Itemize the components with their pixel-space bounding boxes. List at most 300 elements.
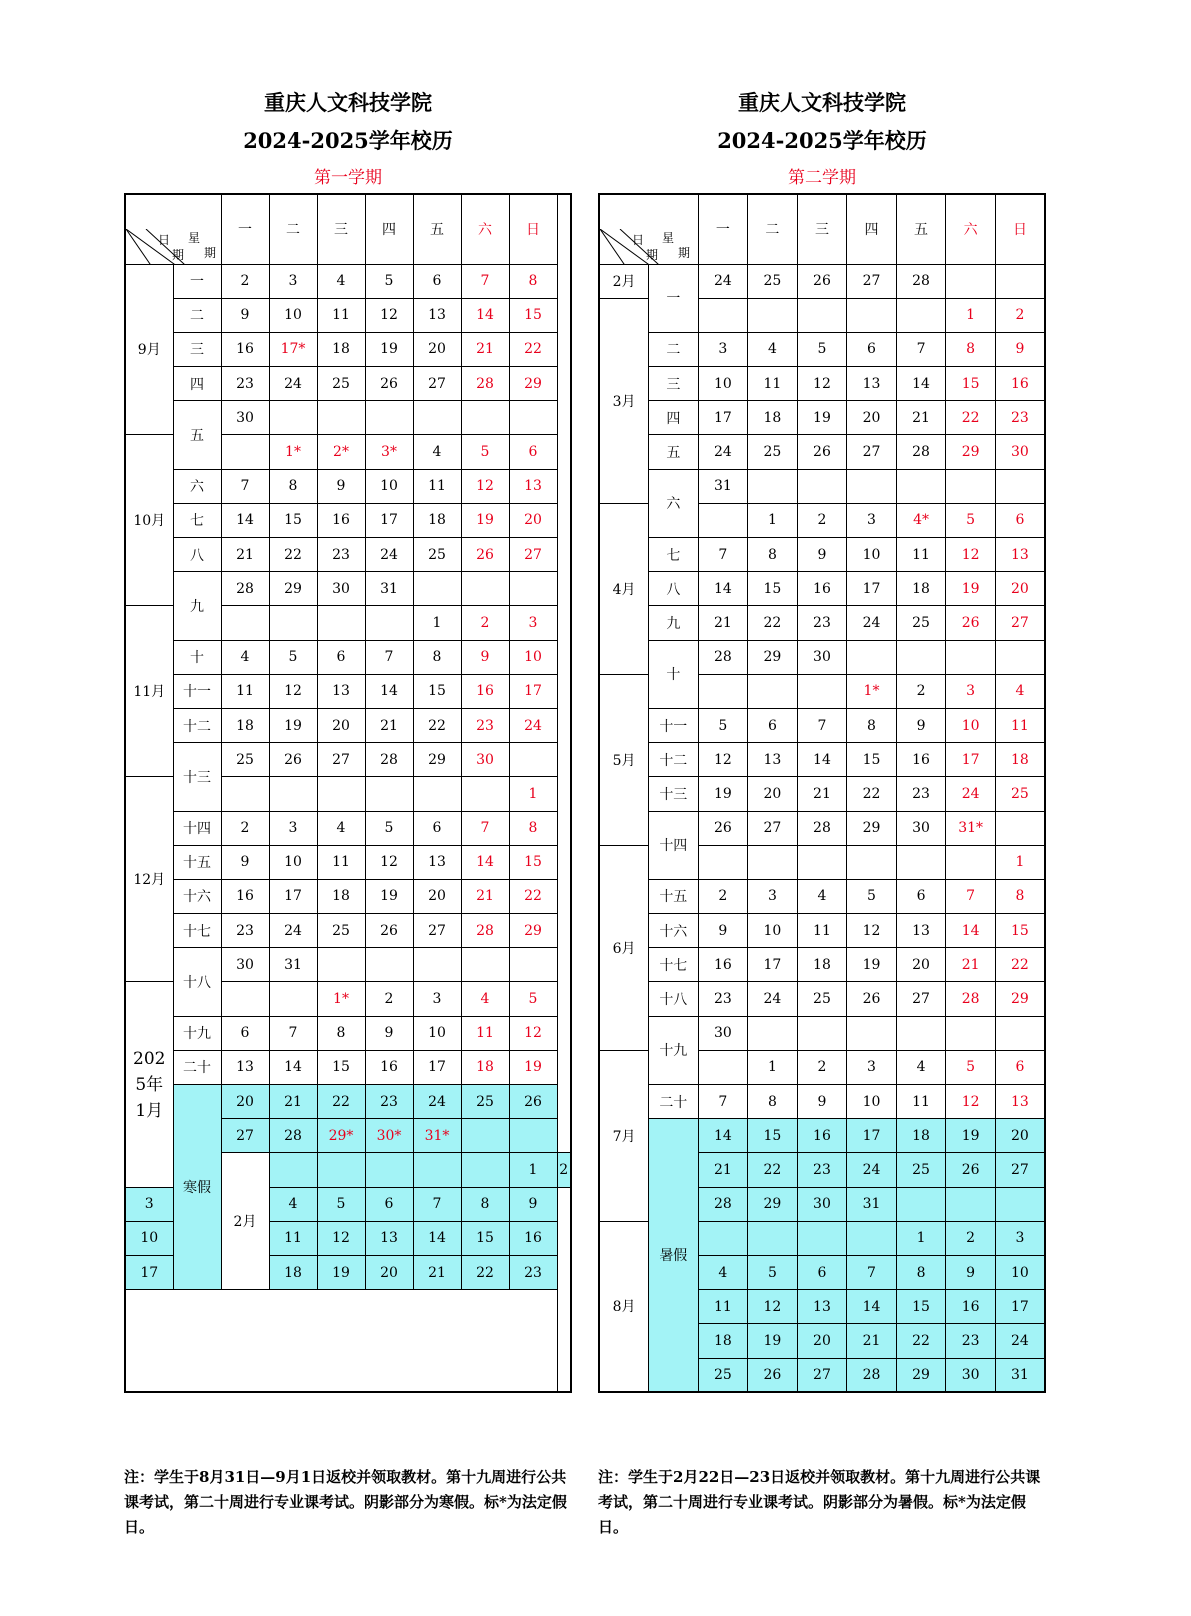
calendar-row [599,435,1045,469]
date-cell: 15 [748,1119,798,1153]
date-cell: 13 [797,1290,847,1324]
date-cell [269,401,317,435]
weekday-header: 五 [896,194,946,264]
date-cell: 14 [461,298,509,332]
calendar-title: 2024-2025学年校历 [243,128,453,153]
date-cell [221,777,269,811]
date-cell [461,572,509,606]
calendar-row [125,1085,571,1119]
date-cell: 2 [557,1153,571,1187]
date-cell: 29 [413,743,461,777]
date-cell: 16 [221,879,269,913]
date-cell: 26 [946,606,996,640]
date-cell [461,948,509,982]
date-cell [847,298,897,332]
date-cell: 9 [509,1187,557,1221]
date-cell: 31 [698,469,748,503]
month-label [599,1050,649,1221]
date-cell: 21 [698,1153,748,1187]
date-cell: 26 [365,367,413,401]
date-cell: 28 [797,811,847,845]
calendar-note: 注：学生于8月31日—9月1日返校并领取教材。第十九周进行公共课考试，第二十周进行专业课考试。阴影部分为寒假。标*为法定假日。 [124,1468,567,1536]
date-cell [748,1221,798,1255]
date-cell [269,777,317,811]
date-cell: 25 [413,538,461,572]
date-cell: 18 [797,948,847,982]
week-number: 二 [649,332,699,366]
date-cell [896,845,946,879]
date-cell: 4 [317,811,365,845]
date-cell: 20 [221,1085,269,1119]
date-cell: 29 [509,367,557,401]
date-cell: 5 [946,1050,996,1084]
month-label [599,1221,649,1392]
date-cell: 17 [125,1255,173,1289]
month-text: 12月 [133,872,166,889]
date-cell: 7 [847,1255,897,1289]
date-cell: 8 [317,1016,365,1050]
date-cell: 17* [269,332,317,366]
blank-footer-row [125,1290,571,1392]
date-cell [698,298,748,332]
date-cell: 7 [461,264,509,298]
date-cell: 12 [365,298,413,332]
date-cell: 30 [946,1358,996,1392]
date-cell [995,469,1045,503]
date-cell: 23 [797,1153,847,1187]
date-cell: 9 [365,1016,413,1050]
date-cell: 13 [413,298,461,332]
date-cell [509,743,557,777]
date-cell: 20 [896,948,946,982]
month-label [599,264,649,298]
date-cell: 3 [847,503,897,537]
date-cell: 3 [748,879,798,913]
month-text: 8月 [612,1299,636,1316]
week-number: 十四 [173,811,221,845]
date-cell: 23 [896,777,946,811]
date-cell: 27 [221,1119,269,1153]
week-number: 一 [649,264,699,332]
semester-label: 第二学期 [788,168,856,188]
calendar-row [125,264,571,298]
date-cell: 10 [365,469,413,503]
date-cell: 24 [365,538,413,572]
month-text: 11月 [133,684,166,701]
date-cell: 28 [698,640,748,674]
date-cell: 14 [461,845,509,879]
date-cell: 6 [317,640,365,674]
date-cell [995,1187,1045,1221]
date-cell: 13 [995,538,1045,572]
date-cell: 25 [748,435,798,469]
date-cell: 12 [461,469,509,503]
week-number: 一 [173,264,221,298]
date-cell: 28 [461,914,509,948]
date-cell: 2 [797,1050,847,1084]
month-text: 9月 [137,342,161,359]
date-cell: 6 [413,811,461,845]
date-cell: 7 [698,538,748,572]
date-cell: 28 [698,1187,748,1221]
date-cell: 27 [748,811,798,845]
date-cell: 17 [413,1050,461,1084]
date-cell [797,1221,847,1255]
date-cell: 27 [797,1358,847,1392]
date-cell: 18 [896,1119,946,1153]
month-text: 7月 [612,1128,636,1145]
date-cell: 21 [269,1085,317,1119]
date-cell: 11 [748,367,798,401]
date-cell: 22 [269,538,317,572]
date-cell: 24 [509,708,557,742]
month-text: 2025年1月 [133,1048,166,1121]
date-cell: 7 [896,332,946,366]
weekday-header: 一 [698,194,748,264]
date-cell: 12 [946,1085,996,1119]
calendar-row [125,1050,571,1084]
month-text: 6月 [612,940,636,957]
date-cell [995,264,1045,298]
date-cell: 18 [698,1324,748,1358]
date-cell: 6 [995,503,1045,537]
corner-label: 日 [158,233,171,248]
date-cell: 20 [509,503,557,537]
date-cell: 2 [896,674,946,708]
date-cell: 5 [365,811,413,845]
week-number: 二十 [649,1085,699,1119]
date-cell: 15 [509,845,557,879]
date-cell: 21 [896,401,946,435]
date-cell: 18 [221,708,269,742]
date-cell: 30 [317,572,365,606]
date-cell: 27 [847,264,897,298]
date-cell [461,777,509,811]
date-cell: 5 [847,879,897,913]
date-cell: 28 [365,743,413,777]
week-number: 六 [649,469,699,537]
date-cell: 14 [847,1290,897,1324]
date-cell [946,264,996,298]
date-cell: 7 [797,708,847,742]
date-cell: 22 [995,948,1045,982]
date-cell: 12 [317,1221,365,1255]
date-cell [509,948,557,982]
date-cell: 4 [797,879,847,913]
corner-label: 期 [172,248,185,263]
date-cell [896,298,946,332]
date-cell: 16 [995,367,1045,401]
date-cell: 7 [413,1187,461,1221]
date-cell: 15 [317,1050,365,1084]
date-cell: 14 [413,1221,461,1255]
date-cell: 10 [995,1255,1045,1289]
week-number: 十一 [649,708,699,742]
week-number: 六 [173,469,221,503]
date-cell: 13 [509,469,557,503]
calendar-row [125,367,571,401]
date-cell: 20 [317,708,365,742]
date-cell: 31* [413,1119,461,1153]
weekday-header: 五 [413,194,461,264]
date-cell: 17 [748,948,798,982]
date-cell: 2 [461,606,509,640]
date-cell: 3 [995,1221,1045,1255]
date-cell: 16 [365,1050,413,1084]
date-cell [847,640,897,674]
date-cell: 29 [509,914,557,948]
date-cell: 1* [317,982,365,1016]
calendar-row [599,811,1045,845]
date-cell: 29 [748,1187,798,1221]
date-cell: 9 [698,914,748,948]
week-number: 九 [649,606,699,640]
date-cell: 25 [797,982,847,1016]
week-number: 五 [173,401,221,469]
date-cell: 9 [896,708,946,742]
calendar-table [124,193,572,1393]
date-cell: 21 [946,948,996,982]
calendar-row [599,640,1045,674]
corner-label: 星 [188,231,201,246]
month-text: 4月 [612,581,636,598]
date-cell: 22 [847,777,897,811]
date-cell: 31 [269,948,317,982]
date-cell: 7 [365,640,413,674]
date-cell [365,401,413,435]
date-cell: 12 [797,367,847,401]
weekday-header: 二 [748,194,798,264]
date-cell [365,606,413,640]
date-cell: 21 [413,1255,461,1289]
date-cell: 21 [461,332,509,366]
calendar-row [125,879,571,913]
date-cell [698,1221,748,1255]
date-cell: 6 [413,264,461,298]
date-cell: 6 [847,332,897,366]
weekday-header: 四 [365,194,413,264]
date-cell: 10 [847,1085,897,1119]
date-cell: 15 [748,572,798,606]
date-cell: 27 [896,982,946,1016]
week-number: 七 [173,503,221,537]
calendar-row [599,606,1045,640]
date-cell: 5 [317,1187,365,1221]
date-cell: 22 [896,1324,946,1358]
date-cell: 24 [946,777,996,811]
date-cell: 29 [269,572,317,606]
calendar-row [599,538,1045,572]
date-cell: 14 [221,503,269,537]
date-cell: 20 [413,332,461,366]
date-cell: 15 [269,503,317,537]
date-cell: 11 [995,708,1045,742]
date-cell [269,606,317,640]
date-cell: 3* [365,435,413,469]
date-cell: 16 [221,332,269,366]
date-cell [365,777,413,811]
date-cell: 5 [698,708,748,742]
date-cell: 23 [221,367,269,401]
date-cell: 24 [698,435,748,469]
week-number: 九 [173,572,221,640]
date-cell: 31 [847,1187,897,1221]
date-cell: 24 [995,1324,1045,1358]
date-cell: 2 [698,879,748,913]
date-cell: 20 [748,777,798,811]
date-cell: 27 [509,538,557,572]
date-cell [847,1016,897,1050]
date-cell: 1 [413,606,461,640]
date-cell: 30 [461,743,509,777]
calendar-row [125,914,571,948]
date-cell: 16 [509,1221,557,1255]
date-cell: 24 [698,264,748,298]
date-cell: 13 [413,845,461,879]
date-cell: 9 [461,640,509,674]
date-cell: 13 [847,367,897,401]
date-cell: 11 [413,469,461,503]
date-cell: 16 [946,1290,996,1324]
date-cell: 17 [698,401,748,435]
month-label [125,606,173,777]
date-cell: 10 [269,845,317,879]
corner-label: 期 [646,248,659,263]
calendar-row [599,708,1045,742]
date-cell [748,298,798,332]
date-cell: 11 [221,674,269,708]
calendar-row [599,1085,1045,1119]
date-cell: 23 [946,1324,996,1358]
calendar-row [599,982,1045,1016]
month-label [221,1153,269,1290]
calendar-row [125,708,571,742]
weekday-header: 三 [797,194,847,264]
week-number: 八 [173,538,221,572]
date-cell: 18 [317,332,365,366]
date-cell: 17 [269,879,317,913]
date-cell [461,1119,509,1153]
calendar-row [125,640,571,674]
date-cell: 8 [269,469,317,503]
date-cell: 29 [847,811,897,845]
school-name: 重庆人文科技学院 [738,90,906,115]
date-cell: 22 [748,1153,798,1187]
date-cell: 7 [221,469,269,503]
blank-area [125,1290,557,1392]
date-cell [698,674,748,708]
date-cell [797,469,847,503]
calendar-row [125,743,571,777]
date-cell: 18 [995,743,1045,777]
month-label [599,298,649,503]
date-cell: 3 [847,1050,897,1084]
date-cell: 25 [896,606,946,640]
date-cell: 2 [221,264,269,298]
date-cell [946,845,996,879]
date-cell [317,777,365,811]
week-number: 十二 [173,708,221,742]
date-cell: 24 [413,1085,461,1119]
date-cell: 28 [896,435,946,469]
date-cell: 6 [365,1187,413,1221]
date-cell: 15 [461,1221,509,1255]
month-label [125,264,173,435]
date-cell: 5 [509,982,557,1016]
date-cell: 12 [847,914,897,948]
date-cell: 4 [698,1255,748,1289]
date-cell: 31 [995,1358,1045,1392]
month-text: 3月 [612,393,636,410]
date-cell [896,1187,946,1221]
week-number: 十四 [649,811,699,879]
date-cell: 21 [698,606,748,640]
date-cell: 4 [413,435,461,469]
date-cell [413,1153,461,1187]
date-cell: 28 [896,264,946,298]
date-cell: 15 [995,914,1045,948]
date-cell: 1 [509,1153,557,1187]
date-cell: 19 [698,777,748,811]
week-number: 十六 [173,879,221,913]
date-cell [946,640,996,674]
date-cell [509,1119,557,1153]
date-cell: 29* [317,1119,365,1153]
date-cell: 10 [847,538,897,572]
date-cell: 21 [847,1324,897,1358]
date-cell: 12 [269,674,317,708]
date-cell: 25 [995,777,1045,811]
date-cell: 19 [365,879,413,913]
date-cell [896,1016,946,1050]
date-cell: 19 [748,1324,798,1358]
date-cell: 6 [995,1050,1045,1084]
corner-label: 星 [662,231,675,246]
week-number: 二十 [173,1050,221,1084]
week-number: 十八 [649,982,699,1016]
date-cell: 8 [509,811,557,845]
date-cell: 26 [509,1085,557,1119]
date-cell: 11 [317,298,365,332]
date-cell: 18 [461,1050,509,1084]
month-text: 5月 [612,752,636,769]
date-cell: 1* [847,674,897,708]
date-cell [413,948,461,982]
date-cell: 6 [896,879,946,913]
calendar-row [125,298,571,332]
date-cell: 29 [995,982,1045,1016]
date-cell: 20 [995,1119,1045,1153]
vacation-label: 暑假 [649,1119,699,1393]
corner-header [125,194,221,264]
date-cell [748,469,798,503]
date-cell: 1 [748,503,798,537]
corner-header [599,194,698,264]
date-cell: 15 [413,674,461,708]
date-cell: 26 [698,811,748,845]
date-cell: 29 [946,435,996,469]
date-cell: 16 [896,743,946,777]
month-label [599,845,649,1050]
date-cell [461,401,509,435]
date-cell: 8 [748,538,798,572]
date-cell: 19 [847,948,897,982]
weekday-header: 四 [847,194,897,264]
date-cell: 24 [847,1153,897,1187]
date-cell: 3 [946,674,996,708]
date-cell: 20 [847,401,897,435]
date-cell: 18 [269,1255,317,1289]
